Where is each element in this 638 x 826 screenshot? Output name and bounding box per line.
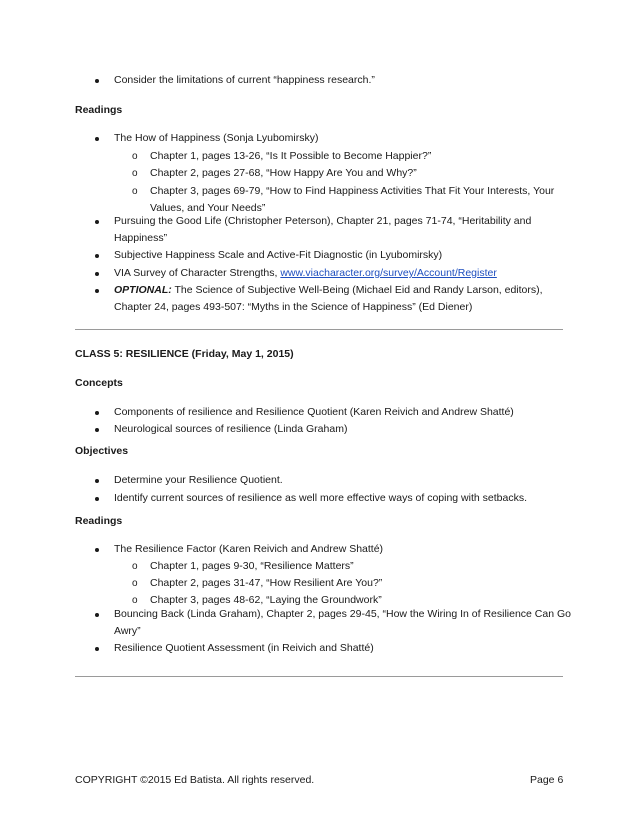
bullet xyxy=(95,272,99,276)
reading-item-continued: Chapter 24, pages 493-507: “Myths in the Science of Happiness” (Ed Diener) xyxy=(114,301,473,313)
reading-item: Subjective Happiness Scale and Active-Fit Diagnostic (in Lyubomirsky) xyxy=(114,249,443,261)
bullet-text: Consider the limitations of current “happiness research.” xyxy=(114,74,375,86)
section-heading-concepts: Concepts xyxy=(75,377,123,389)
bullet xyxy=(95,428,99,432)
section-heading-objectives: Objectives xyxy=(75,445,129,457)
reading-item: Pursuing the Good Life (Christopher Peterson), Chapter 21, pages 71-74, “Heritability and xyxy=(114,215,532,227)
reading-subitem: Chapter 2, pages 31-47, “How Resilient Are You?” xyxy=(150,577,383,589)
sub-bullet: o xyxy=(132,578,138,589)
reading-item xyxy=(114,267,497,280)
sub-bullet: o xyxy=(132,186,138,197)
section-heading-readings: Readings xyxy=(75,515,123,527)
footer-page-number: Page 6 xyxy=(530,774,564,786)
bullet xyxy=(95,411,99,415)
reading-item-continued: Awry” xyxy=(114,625,141,637)
bullet xyxy=(95,548,99,552)
bullet xyxy=(95,79,99,83)
reading-item-text: VIA Survey of Character Strengths, xyxy=(114,267,281,279)
objective-item: Determine your Resilience Quotient. xyxy=(114,474,283,486)
reading-subitem: Chapter 1, pages 9-30, “Resilience Matters” xyxy=(150,560,354,572)
reading-item xyxy=(114,284,543,297)
objective-item: Identify current sources of resilience as well more effective ways of coping with setbacks. xyxy=(114,492,527,504)
reading-item: Bouncing Back (Linda Graham), Chapter 2, pages 29-45, “How the Wiring In of Resilience Can Go xyxy=(114,608,571,620)
section-divider xyxy=(75,676,563,677)
optional-label: OPTIONAL: xyxy=(114,284,172,296)
bullet xyxy=(95,613,99,617)
bullet xyxy=(95,254,99,258)
reading-item-continued: Happiness” xyxy=(114,232,168,244)
sub-bullet: o xyxy=(132,595,138,606)
reading-subitem: Chapter 3, pages 48-62, “Laying the Groundwork” xyxy=(150,594,382,606)
reading-item: Resilience Quotient Assessment (in Reivich and Shatté) xyxy=(114,642,374,654)
section-heading-readings: Readings xyxy=(75,104,123,116)
bullet xyxy=(95,497,99,501)
bullet xyxy=(95,137,99,141)
bullet xyxy=(95,220,99,224)
section-divider xyxy=(75,329,563,330)
reading-subitem: Chapter 2, pages 27-68, “How Happy Are You and Why?” xyxy=(150,167,417,179)
reading-item: The Resilience Factor (Karen Reivich and Andrew Shatté) xyxy=(114,543,384,555)
reading-subitem: Chapter 3, pages 69-79, “How to Find Happiness Activities That Fit Your Interests, Your xyxy=(150,185,555,197)
concept-item: Components of resilience and Resilience Quotient (Karen Reivich and Andrew Shatté) xyxy=(114,406,514,418)
sub-bullet: o xyxy=(132,561,138,572)
bullet xyxy=(95,647,99,651)
bullet xyxy=(95,289,99,293)
reading-item-text: The Science of Subjective Well-Being (Michael Eid and Randy Larson, editors), xyxy=(171,284,543,296)
concept-item: Neurological sources of resilience (Linda Graham) xyxy=(114,423,348,435)
class-title: CLASS 5: RESILIENCE (Friday, May 1, 2015) xyxy=(75,348,294,360)
reading-item: The How of Happiness (Sonja Lyubomirsky) xyxy=(114,132,319,144)
reading-subitem-continued: Values, and Your Needs” xyxy=(150,202,266,214)
sub-bullet: o xyxy=(132,168,138,179)
reading-subitem: Chapter 1, pages 13-26, “Is It Possible to Become Happier?” xyxy=(150,150,432,162)
sub-bullet: o xyxy=(132,151,138,162)
via-survey-link[interactable]: www.viacharacter.org/survey/Account/Register xyxy=(280,267,497,279)
bullet xyxy=(95,479,99,483)
footer-copyright: COPYRIGHT ©2015 Ed Batista. All rights reserved. xyxy=(75,774,315,786)
